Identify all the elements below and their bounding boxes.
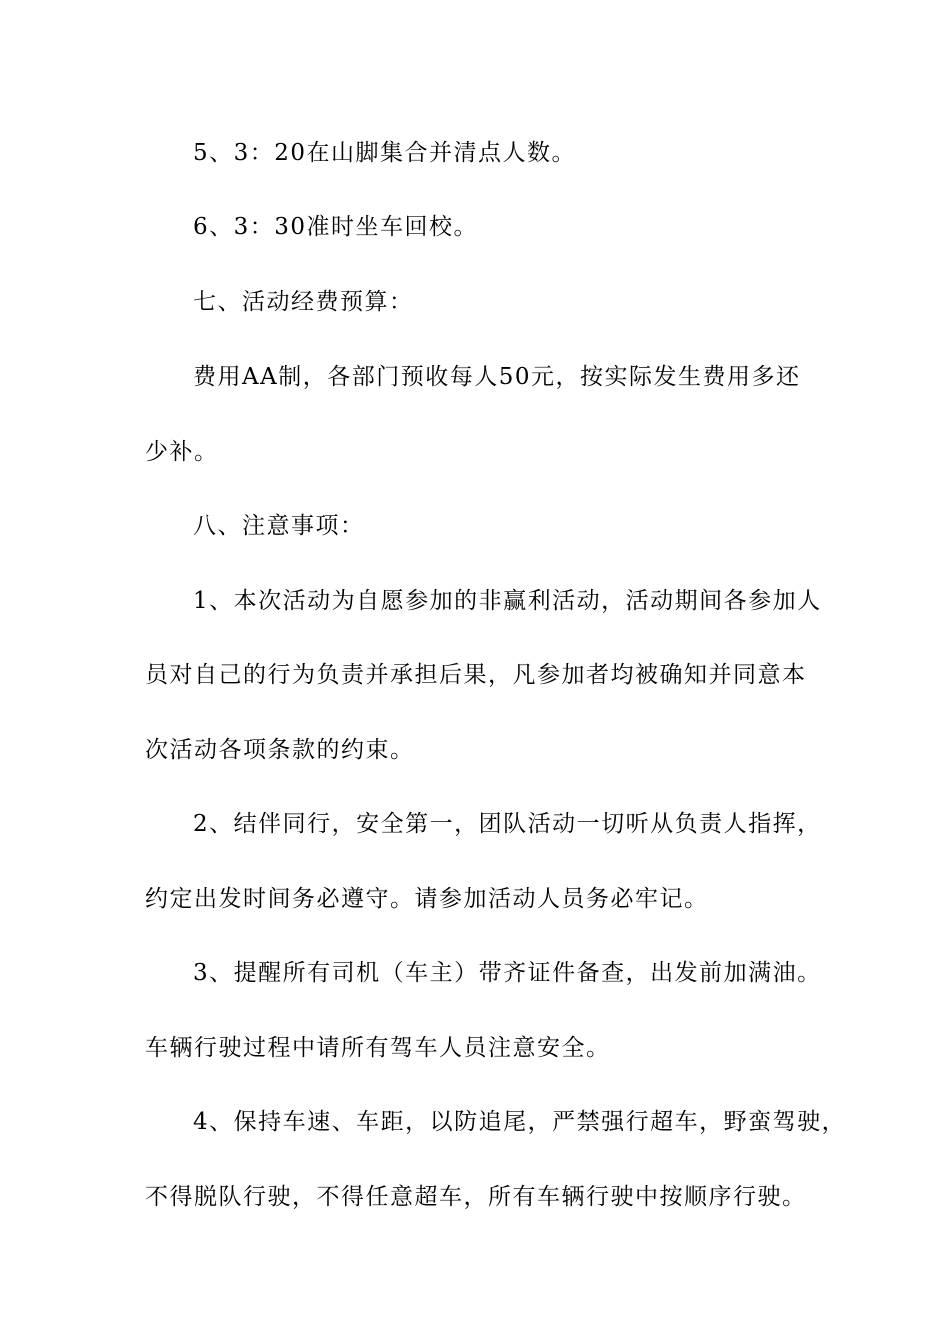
text-line: 3、提醒所有司机（车主）带齐证件备查，出发前加满油。 <box>193 960 822 986</box>
section-heading: 八、注意事项： <box>193 513 365 539</box>
text-line: 不得脱队行驶，不得任意超车，所有车辆行驶中按顺序行驶。 <box>145 1184 807 1210</box>
text-line: 2、结伴同行，安全第一，团队活动一切听从负责人指挥， <box>193 811 822 837</box>
text-line: 费用AA制，各部门预收每人50元，按实际发生费用多还 <box>193 364 801 390</box>
text-line: 车辆行驶过程中请所有驾车人员注意安全。 <box>145 1035 611 1061</box>
text-line: 少补。 <box>145 439 219 465</box>
section-heading: 七、活动经费预算： <box>193 289 414 315</box>
text-line: 1、本次活动为自愿参加的非赢利活动，活动期间各参加人 <box>193 588 822 614</box>
text-line: 4、保持车速、车距，以防追尾，严禁强行超车，野蛮驾驶， <box>193 1109 847 1135</box>
text-line: 次活动各项条款的约束。 <box>145 737 415 763</box>
text-line: 约定出发时间务必遵守。请参加活动人员务必牢记。 <box>145 886 709 912</box>
text-line: 5、3：20在山脚集合并清点人数。 <box>193 140 577 166</box>
text-line: 6、3：30准时坐车回校。 <box>193 214 479 240</box>
text-line: 员对自己的行为负责并承担后果，凡参加者均被确知并同意本 <box>145 662 807 688</box>
